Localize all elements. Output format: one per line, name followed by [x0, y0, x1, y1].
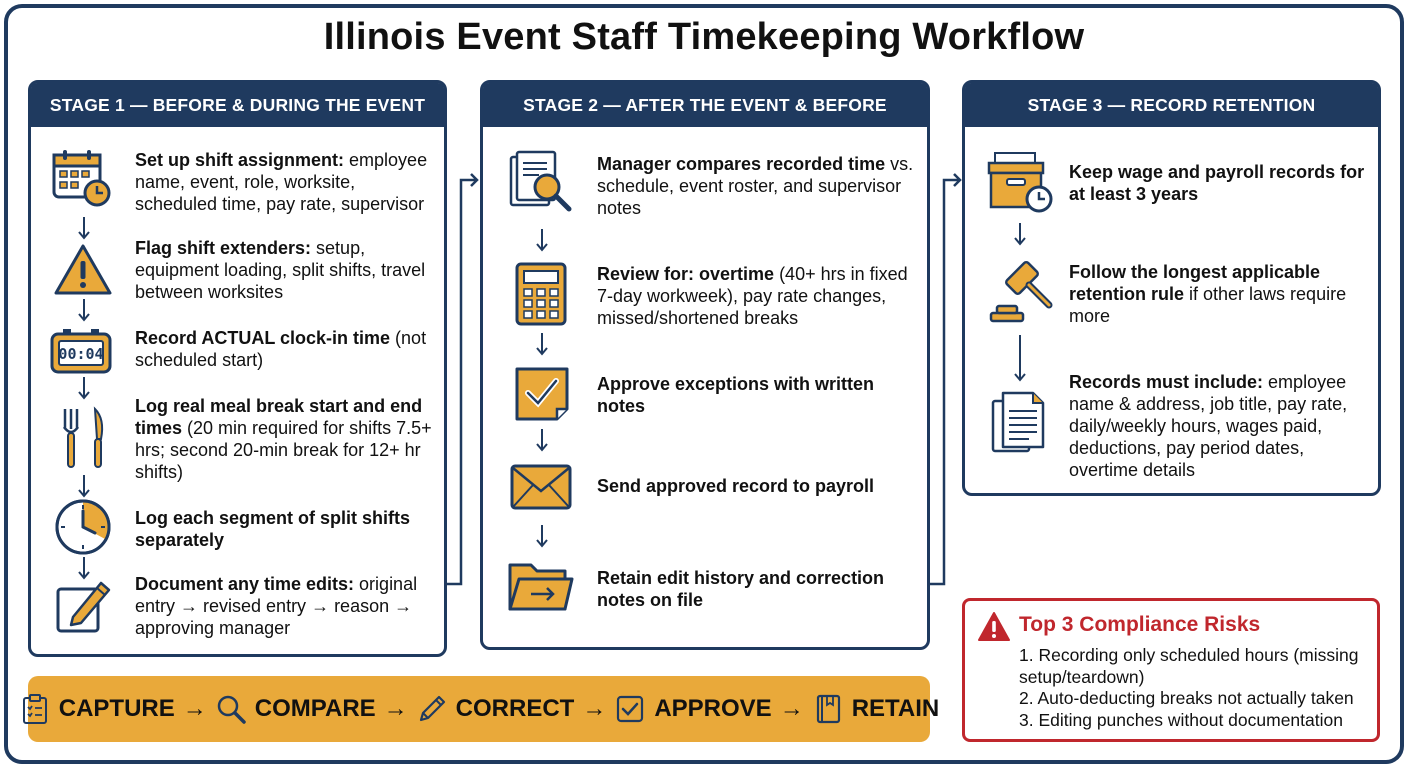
risk-item: 2. Auto-deducting breaks not actually taken	[1019, 688, 1354, 708]
flow-arrow: →	[582, 695, 607, 722]
envelope-icon	[509, 463, 573, 511]
arrow-down-icon	[535, 333, 549, 357]
flow-arrow: →	[182, 695, 207, 722]
stage-1-step-6-bold: Document any time edits:	[135, 574, 355, 594]
flow-label-approve: APPROVE	[654, 695, 772, 722]
arrow-down-icon	[1013, 335, 1027, 383]
compliance-risks-box	[962, 598, 1380, 742]
stage-3-step-2-text: if other laws require more	[1069, 284, 1347, 326]
stage-2-step-1-bold: Manager compares recorded time	[597, 154, 886, 174]
flow-item-correct	[416, 693, 575, 725]
gavel-icon	[985, 259, 1055, 325]
arrow-down-icon	[77, 217, 91, 241]
stage-3-step-3-bold: Records must include:	[1069, 372, 1264, 392]
digital-clock-readout: 00:04	[58, 345, 104, 363]
compliance-risks-list	[1019, 645, 1369, 731]
stage-1-step-2-bold: Flag shift extenders:	[135, 238, 312, 258]
diagram-title: Illinois Event Staff Timekeeping Workflow	[323, 16, 1085, 58]
calculator-icon	[513, 261, 569, 327]
flow-item-compare	[215, 693, 376, 725]
stage-3-panel	[962, 80, 1381, 496]
arrow-down-icon	[77, 475, 91, 499]
pencil-icon	[416, 693, 448, 725]
book-icon	[812, 693, 844, 725]
stage-1-step-3-text: (not scheduled start)	[135, 328, 427, 370]
compliance-risks-title: Top 3 Compliance Risks	[1019, 613, 1261, 636]
flow-arrow: →	[383, 695, 408, 722]
documents-icon	[989, 389, 1047, 459]
stage-1-step-1-bold: Set up shift assignment:	[135, 150, 345, 170]
stage-connector-2-3	[930, 170, 964, 590]
folder-arrow-icon	[507, 559, 575, 615]
stage-1-step-4-text: (20 min required for shifts 7.5+ hrs; second 20-min break for 12+ hr shifts)	[135, 418, 432, 482]
flow-label-correct: CORRECT	[455, 695, 575, 722]
checkbox-icon	[513, 365, 571, 423]
stage-2-step-1-text: vs. schedule, event roster, and supervisor notes	[597, 154, 914, 218]
warning-icon	[977, 611, 1011, 643]
arrow-down-icon	[1013, 223, 1027, 247]
stage-2-step-4-bold: Send approved record to payroll	[597, 476, 875, 496]
flow-label-compare: COMPARE	[254, 695, 376, 722]
arrow-down-icon	[535, 429, 549, 453]
stage-connector-1-2	[447, 170, 481, 590]
flow-label-capture: CAPTURE	[58, 695, 175, 722]
clipboard-list-icon	[19, 693, 51, 725]
stage-2-step-3-bold: Approve exceptions with written notes	[597, 374, 875, 416]
archive-box-clock-icon	[985, 149, 1055, 215]
stage-1-step-1-text: employee name, event, role, worksite, scheduled time, pay rate, supervisor	[135, 150, 428, 214]
risk-item: 3. Editing punches without documentation	[1019, 709, 1343, 730]
stage-2-panel	[480, 80, 930, 650]
stage-2-step-2-text: (40+ hrs in fixed 7-day workweek), pay rate changes, missed/shortened breaks	[597, 264, 908, 328]
flow-item-capture	[19, 693, 175, 725]
stage-2-step-2-bold: Review for: overtime	[597, 264, 775, 284]
arrow-down-icon	[77, 299, 91, 323]
edit-pencil-icon	[53, 577, 113, 637]
stage-1-step-5-bold: Log each segment of split shifts separately	[135, 508, 411, 550]
stage-2-heading: STAGE 2 — AFTER THE EVENT & BEFORE PAYROLL	[483, 83, 927, 127]
document-search-icon	[507, 149, 577, 219]
flow-label-retain: RETAIN	[851, 695, 940, 722]
magnifier-icon	[215, 693, 247, 725]
stage-1-step-6-text: original entry → revised entry → reason → approving manager	[135, 574, 418, 638]
warning-icon	[53, 241, 113, 301]
stage-3-step-1-bold: Keep wage and payroll records for at least 3 years	[1069, 162, 1365, 204]
stage-1-heading: STAGE 1 — BEFORE & DURING THE EVENT	[31, 83, 444, 127]
stage-3-step-2-bold: Follow the longest applicable retention rule	[1069, 262, 1321, 304]
stage-3-step-3-text: employee name & address, job title, pay rate, daily/weekly hours, wages paid, deductions, pay period dates, overtime details	[1069, 372, 1348, 480]
stage-3-heading: STAGE 3 — RECORD RETENTION	[965, 83, 1378, 127]
flow-arrow: →	[779, 695, 804, 722]
clock-icon	[53, 497, 113, 557]
flow-item-approve	[614, 693, 771, 725]
flow-item-retain	[812, 693, 940, 725]
fork-knife-icon	[53, 405, 113, 471]
arrow-down-icon	[535, 525, 549, 549]
risk-item: 1. Recording only scheduled hours (missing setup/teardown)	[1019, 645, 1359, 687]
stage-1-step-4-bold: Log real meal break start and end times	[135, 396, 423, 438]
workflow-summary-bar	[28, 676, 940, 742]
calendar-clock-icon	[51, 147, 111, 207]
stage-2-step-5-bold: Retain edit history and correction notes on file	[597, 568, 885, 610]
arrow-down-icon	[535, 229, 549, 253]
digital-clock-icon	[49, 323, 113, 383]
stage-1-panel	[28, 80, 447, 657]
stage-1-step-3-bold: Record ACTUAL clock-in time	[135, 328, 391, 348]
arrow-down-icon	[77, 377, 91, 401]
stage-1-step-2-text: setup, equipment loading, split shifts, travel between worksites	[135, 238, 426, 302]
check-square-icon	[614, 693, 646, 725]
